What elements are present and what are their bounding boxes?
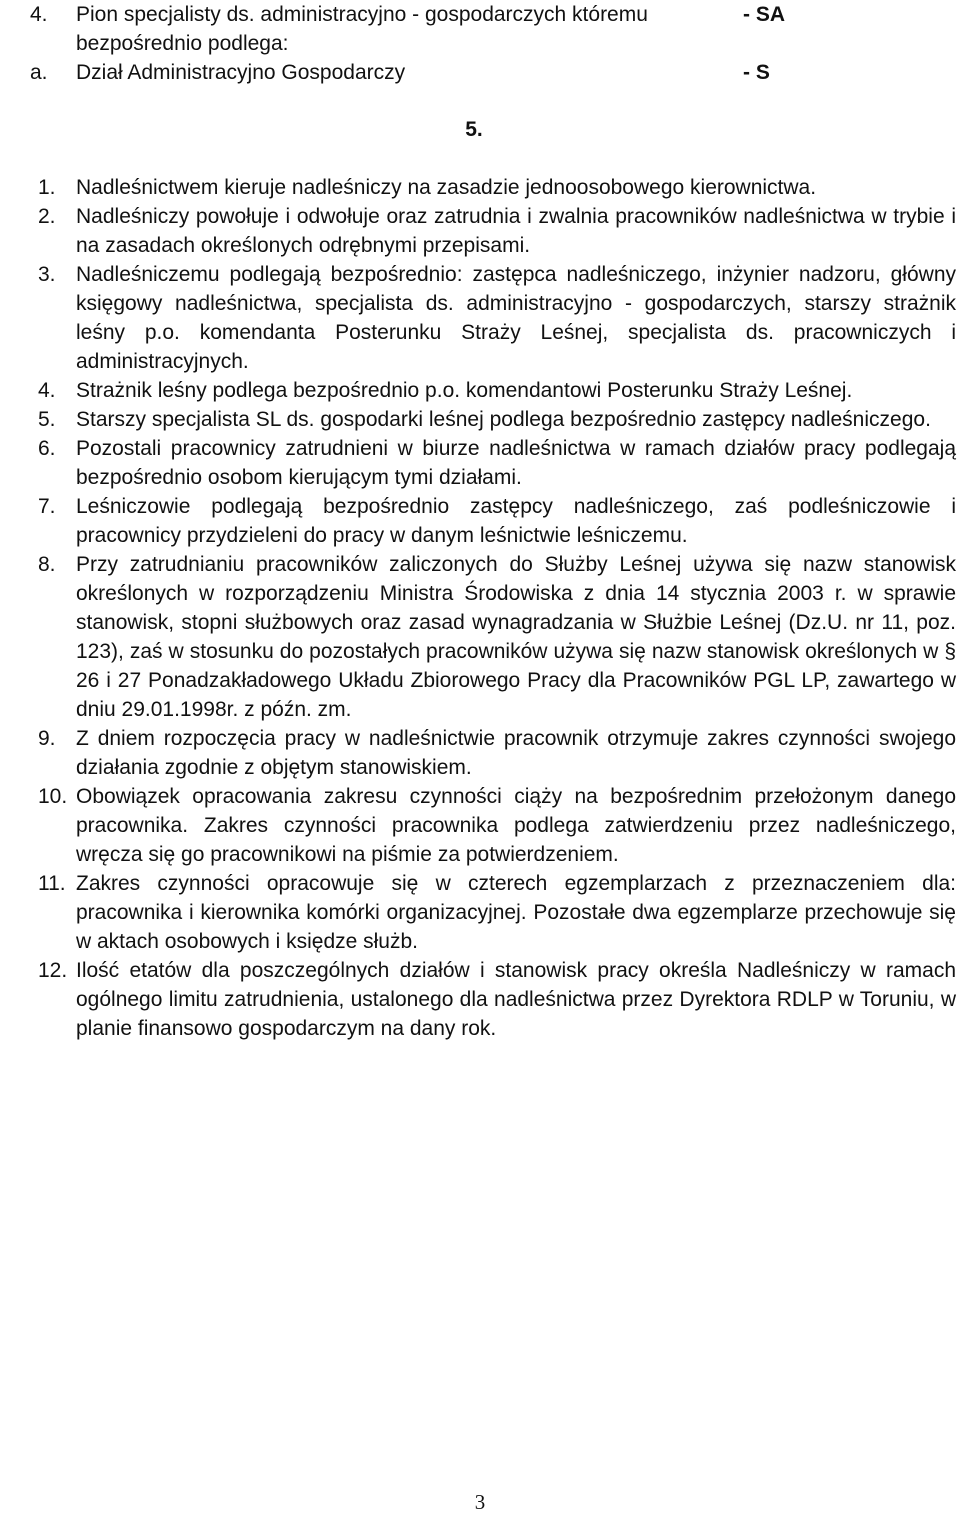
list-item: [30, 202, 956, 260]
list-item: [30, 173, 956, 202]
page-number: 3: [474, 1490, 486, 1514]
list-item: [30, 724, 956, 782]
list-item: [30, 782, 956, 869]
list-item-number: 7.: [38, 495, 56, 518]
list-item-number: 4.: [38, 379, 56, 402]
list-item-number: 9.: [38, 727, 56, 750]
list-item-text: Obowiązek opracowania zakresu czynności ciąży na bezpośrednim przełożonym danego pracownika. Zakres czynności pracownika podlega zatwierdzeniu przez nadleśniczego, wręcza się go pracownikowi na piśmie za potwierdzeniem.: [76, 785, 956, 866]
list-item-number: 12.: [38, 959, 68, 982]
list-item-text: Pozostali pracownicy zatrudnieni w biurze nadleśnictwa w ramach działów pracy podlegają bezpośrednio osobom kierującym tymi działami.: [76, 437, 956, 489]
header-line-a-text: Dział Administracyjno Gospodarczy: [76, 61, 406, 84]
list-item-text: Z dniem rozpoczęcia pracy w nadleśnictwie pracownik otrzymuje zakres czynności swojego działania zgodnie z objętym stanowiskiem.: [76, 727, 956, 779]
header-line-4-number: 4.: [30, 3, 48, 26]
list-item-text: Ilość etatów dla poszczególnych działów i stanowisk pracy określa Nadleśniczy w ramach ogólnego limitu zatrudnienia, ustalonego dla nadleśnictwa przez Dyrektora RDLP w Toruniu, w planie finansowo gospodarczym na dany rok.: [76, 959, 956, 1040]
section-number: [0, 115, 960, 144]
list-item: [30, 956, 956, 1043]
numbered-paragraph-list: [30, 173, 956, 1043]
list-item-text: Nadleśnictwem kieruje nadleśniczy na zasadzie jednoosobowego kierownictwa.: [76, 176, 817, 199]
list-item-text: Leśniczowie podlegają bezpośrednio zastępcy nadleśniczego, zaś podleśniczowie i pracownicy przydzieleni do pracy w danym leśnictwie leśniczemu.: [76, 495, 956, 547]
list-item: [30, 376, 956, 405]
list-item-text: Strażnik leśny podlega bezpośrednio p.o. komendantowi Posterunku Straży Leśnej.: [76, 379, 853, 402]
list-item-text: Zakres czynności opracowuje się w czterech egzemplarzach z przeznaczeniem dla: pracownika i kierownika komórki organizacyjnej. Pozostałe dwa egzemplarze przechowuje się w aktach osobowych i księdze służb.: [76, 872, 956, 953]
list-item: [30, 405, 956, 434]
list-item-text: Nadleśniczy powołuje i odwołuje oraz zatrudnia i zwalnia pracowników nadleśnictwa w trybie i na zasadach określonych odrębnymi przepisami.: [76, 205, 956, 257]
header-line-a-number: a.: [30, 61, 48, 84]
list-item-number: 6.: [38, 437, 56, 460]
header-line-4-text: Pion specjalisty ds. administracyjno - gospodarczych któremu bezpośrednio podlega:: [76, 3, 648, 55]
header-line-4-code: - SA: [743, 3, 785, 26]
list-item-text: Przy zatrudnianiu pracowników zaliczonych do Służby Leśnej używa się nazw stanowisk określonych w rozporządzeniu Ministra Środowiska z dnia 14 stycznia 2003 r. w sprawie stanowisk, stopni służbowych oraz zasad wynagradzania w Służbie Leśnej (Dz.U. nr 11, poz. 123), zaś w stosunku do pozostałych pracowników używa się nazw stanowisk określonych w § 26 i 27 Ponadzakładowego Układu Zbiorowego Pracy dla Pracowników PGL LP, zawartego w dniu 29.01.1998r. z późn. zm.: [76, 553, 956, 721]
list-item-number: 8.: [38, 553, 56, 576]
list-item-number: 5.: [38, 408, 56, 431]
list-item-number: 3.: [38, 263, 56, 286]
list-item: [30, 550, 956, 724]
header-line-a-code: - S: [743, 61, 770, 84]
list-item-number: 1.: [38, 176, 56, 199]
list-item-number: 10.: [38, 785, 68, 808]
list-item: [30, 260, 956, 376]
section-number-text: 5.: [465, 118, 483, 141]
list-item: [30, 492, 956, 550]
list-item-number: 2.: [38, 205, 56, 228]
list-item-text: Starszy specjalista SL ds. gospodarki leśnej podlega bezpośrednio zastępcy nadleśniczego.: [76, 408, 931, 431]
list-item-text: Nadleśniczemu podlegają bezpośrednio: zastępca nadleśniczego, inżynier nadzoru, główny księgowy nadleśnictwa, specjalista ds. administracyjno - gospodarczych, starszy strażnik leśny p.o. komendanta Posterunku Straży Leśnej, specjalista ds. pracowniczych i administracyjnych.: [76, 263, 956, 373]
list-item: [30, 869, 956, 956]
list-item-number: 11.: [38, 872, 66, 895]
list-item: [30, 434, 956, 492]
